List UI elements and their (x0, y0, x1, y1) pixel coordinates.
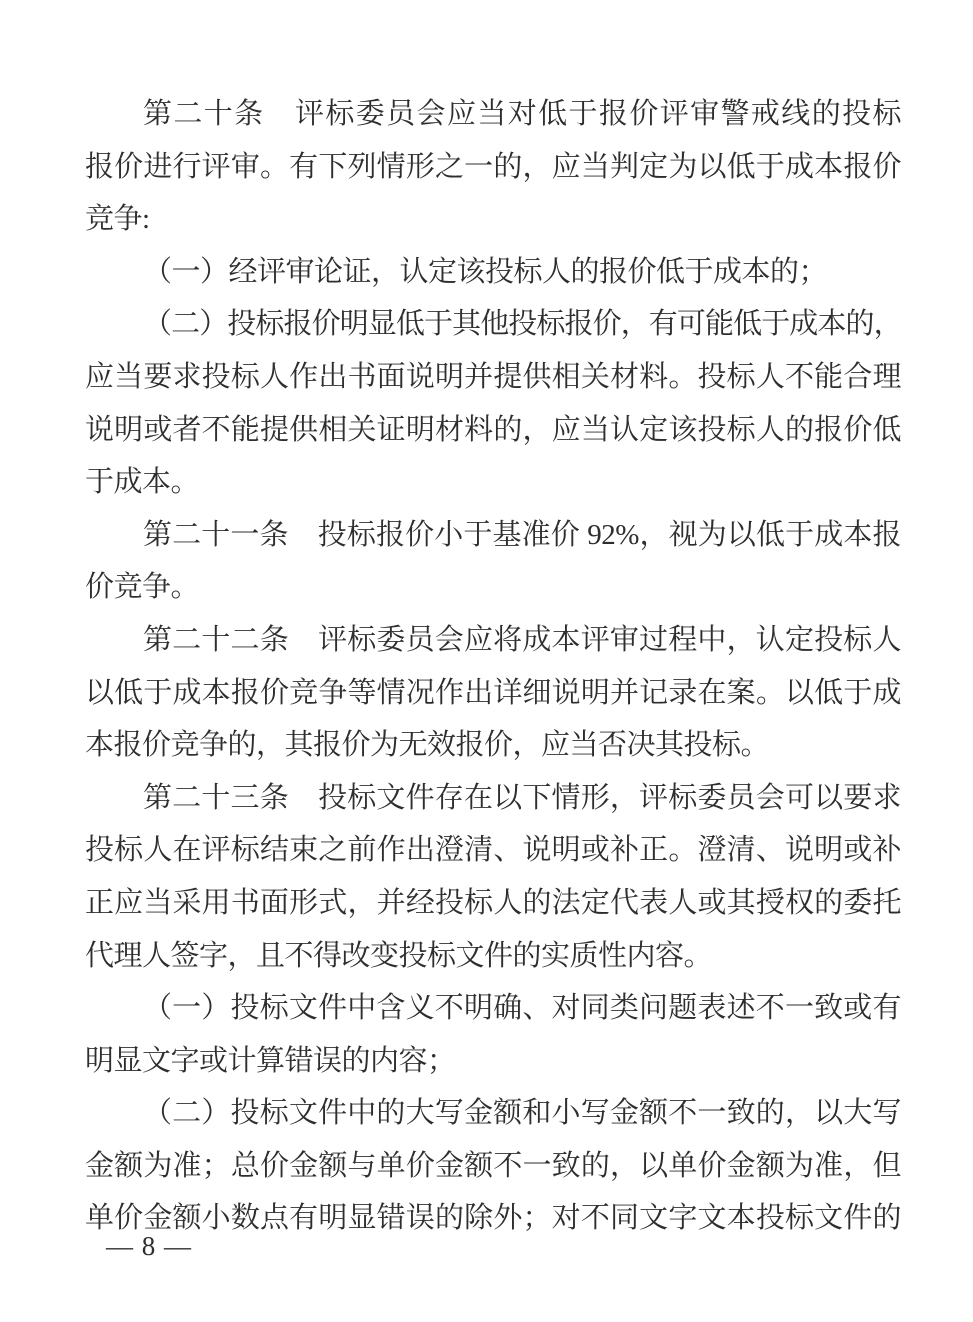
text-line: 竞争: (85, 203, 150, 236)
document-body (85, 88, 901, 1245)
text-line: 正应当采用书面形式，并经投标人的法定代表人或其授权的委托 (85, 886, 901, 919)
text-line: 本报价竞争的，其报价为无效报价，应当否决其投标。 (85, 729, 770, 762)
page-footer (106, 1229, 192, 1263)
text-line: 于成本。 (85, 466, 200, 499)
text-line: 单价金额小数点有明显错误的除外；对不同文字文本投标文件的 (85, 1202, 901, 1235)
text-line: 第二十一条 投标报价小于基准价 92%，视为以低于成本报 (143, 518, 901, 551)
text-line: 报价进行评审。有下列情形之一的，应当判定为以低于成本报价 (85, 150, 901, 183)
text-line: 第二十三条 投标文件存在以下情形，评标委员会可以要求 (143, 781, 901, 814)
page-number: — 8 — (106, 1231, 192, 1261)
text-line: （一）投标文件中含义不明确、对同类问题表述不一致或有 (143, 992, 901, 1025)
text-line: （一）经评审论证，认定该投标人的报价低于成本的； (143, 255, 828, 288)
text-line: （二）投标文件中的大写金额和小写金额不一致的，以大写 (143, 1097, 901, 1130)
text-line: 说明或者不能提供相关证明材料的，应当认定该投标人的报价低 (85, 413, 901, 446)
text-line: 明显文字或计算错误的内容； (85, 1044, 456, 1077)
text-line: 金额为准；总价金额与单价金额不一致的，以单价金额为准，但 (85, 1149, 901, 1182)
text-line: 第二十二条 评标委员会应将成本评审过程中，认定投标人 (143, 623, 901, 656)
text-line: 以低于成本报价竞争等情况作出详细说明并记录在案。以低于成 (85, 676, 901, 709)
text-line: 应当要求投标人作出书面说明并提供相关材料。投标人不能合理 (85, 360, 901, 393)
text-line: 投标人在评标结束之前作出澄清、说明或补正。澄清、说明或补 (85, 834, 901, 867)
text-line: （二）投标报价明显低于其他投标报价，有可能低于成本的， (143, 308, 901, 341)
text-line: 第二十条 评标委员会应当对低于报价评审警戒线的投标 (143, 98, 901, 130)
text-line: 价竞争。 (85, 571, 200, 604)
text-line: 代理人签字，且不得改变投标文件的实质性内容。 (85, 939, 713, 972)
